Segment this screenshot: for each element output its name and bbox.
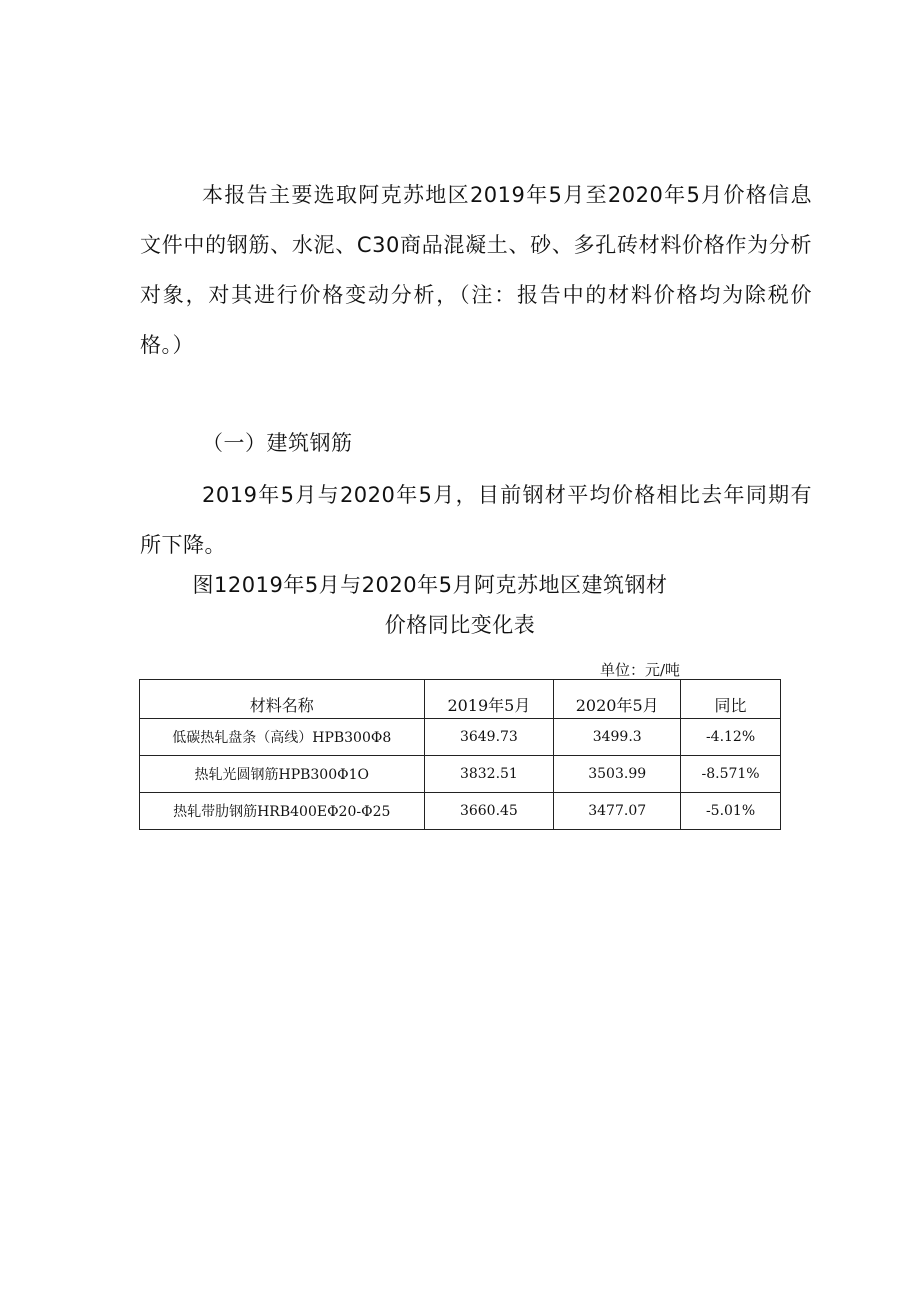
unit-label: 单位：元/吨 — [600, 661, 681, 679]
table-caption-line1: 图12019年5月与2020年5月阿克苏地区建筑钢材 — [192, 573, 668, 597]
intro-paragraph: 本报告主要选取阿克苏地区2019年5月至2020年5月价格信息文件中的钢筋、水泥、C30商品混凝土、砂、多孔砖材料价格作为分析对象，对其进行价格变动分析，（注：报告中的材料价格均为除税价格。） — [140, 183, 812, 357]
table-row — [140, 756, 781, 793]
header-2019-may: 2019年5月 — [424, 680, 554, 719]
cell-price-2020: 3477.07 — [554, 793, 681, 830]
cell-material-name: 热轧光圆钢筋HPB300Φ1O — [140, 756, 425, 793]
steel-price-table — [139, 679, 781, 830]
header-yoy: 同比 — [681, 680, 781, 719]
section-heading-steel: （一）建筑钢筋 — [202, 431, 353, 455]
cell-price-2019: 3832.51 — [424, 756, 554, 793]
table-row — [140, 793, 781, 830]
cell-yoy: -4.12% — [681, 719, 781, 756]
table-row — [140, 719, 781, 756]
steel-summary-paragraph: 2019年5月与2020年5月，目前钢材平均价格相比去年同期有所下降。 — [140, 483, 812, 557]
cell-yoy: -5.01% — [681, 793, 781, 830]
cell-material-name: 低碳热轧盘条（高线）HPB300Φ8 — [140, 719, 425, 756]
table-caption-line2: 价格同比变化表 — [384, 613, 536, 637]
cell-yoy: -8.571% — [681, 756, 781, 793]
cell-price-2019: 3649.73 — [424, 719, 554, 756]
cell-material-name: 热轧带肋钢筋HRB400EΦ20-Φ25 — [140, 793, 425, 830]
cell-price-2020: 3499.3 — [554, 719, 681, 756]
cell-price-2019: 3660.45 — [424, 793, 554, 830]
header-material-name: 材料名称 — [140, 680, 425, 719]
table-header-row — [140, 680, 781, 719]
cell-price-2020: 3503.99 — [554, 756, 681, 793]
header-2020-may: 2020年5月 — [554, 680, 681, 719]
